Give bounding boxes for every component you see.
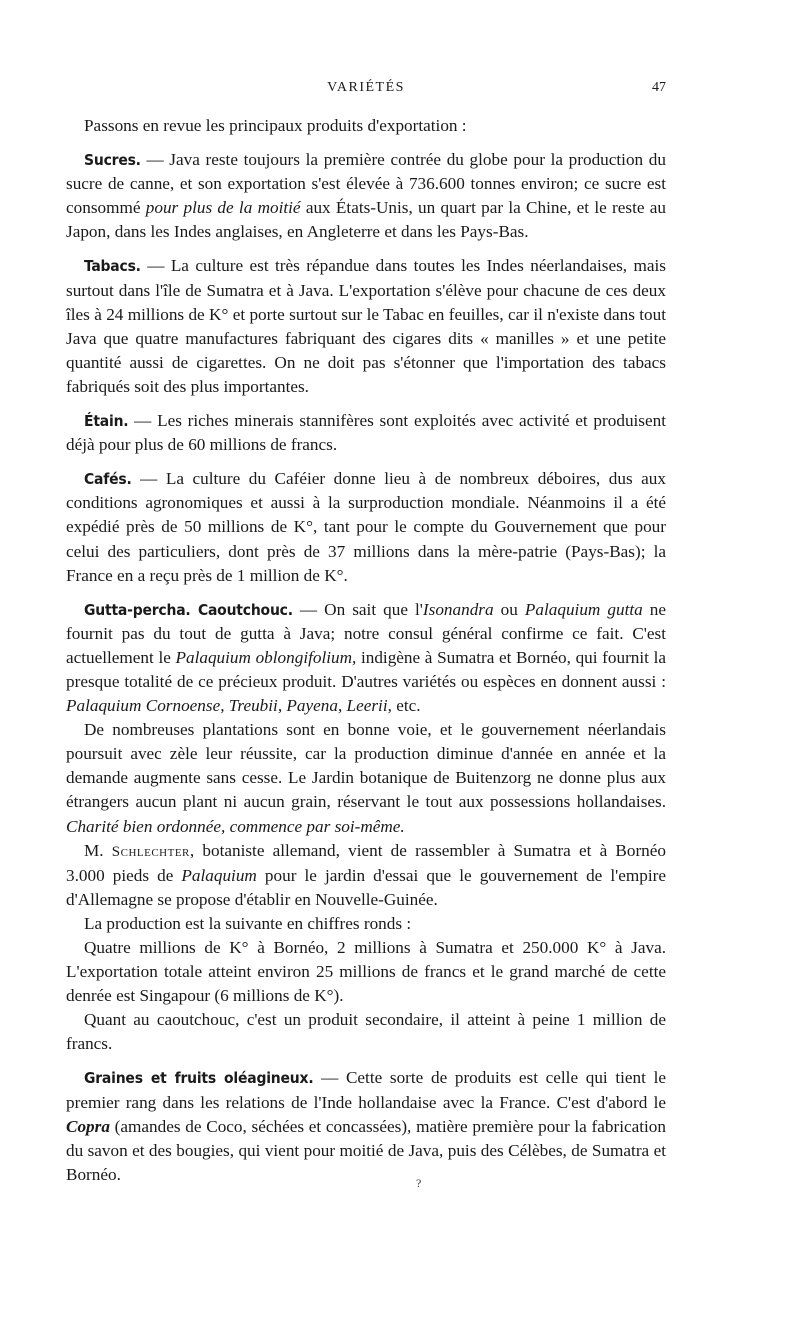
body-text: etc.: [391, 696, 421, 716]
body-text: (amandes de Coco, séchées et concassées), matière première pour la fabrication du savon et des bougies, qui vient pour moitié de Java, puis des Célèbes, de Sumatra et Bornéo.: [66, 1116, 666, 1184]
section-heading: Graines et fruits oléagineux.: [84, 1069, 314, 1088]
page-number: 47: [652, 80, 666, 95]
species-name: Isonandra: [422, 599, 494, 619]
species-name: Palaquium: [181, 865, 257, 885]
gutta-plantations-paragraph: [66, 718, 666, 838]
species-name: Palaquium oblongifolium,: [175, 647, 357, 667]
section-tabacs: [66, 254, 666, 399]
section-heading: Cafés.: [84, 470, 132, 489]
body-text: — La culture est très répandue dans toutes les Indes néerlandaises, mais surtout dans l'île de Sumatra et à Java. L'exportation s'élève pour chacune de ces deux îles à 24 millions de K° et porte surtout sur le Tabac en feuilles, car il n'existe dans tout Java que quatre manufactures fabriquant des cigares dits « manilles » et une petite quantité aussi de cigarettes. On ne doit pas s'étonner que l'importation des tabacs fabriqués soit des plus importantes.: [66, 256, 666, 396]
body-text: aux États-Unis, un quart par la Chine, et le reste au Japon, dans les Indes anglaises, en Angleterre et dans les Pays-Bas.: [66, 198, 666, 242]
footer-mark: ?: [416, 1176, 422, 1190]
species-name: Palaquium gutta: [524, 599, 643, 619]
gutta-figures-paragraph: Quatre millions de K° à Bornéo, 2 millions à Sumatra et 250.000 K° à Java. L'exportation totale atteint environ 25 millions de francs et le grand marché de cette denrée est Singapour (6 millions de K°).: [66, 938, 666, 1006]
body-text: M.: [84, 840, 112, 860]
gutta-schlechter-paragraph: [66, 839, 666, 912]
body-text: , botaniste allemand, vient de rassembler à Sumatra et à Bornéo 3.000 pieds de: [66, 840, 666, 885]
section-sucres: [66, 148, 666, 244]
page-header: [66, 80, 666, 104]
body-text: ne fournit pas du tout de gutta à Java; notre consul général confirme ce fait. C'est actuellement le: [66, 599, 667, 667]
body-text: pour le jardin d'essai que le gouvernement de l'empire d'Allemagne se propose d'établir en Nouvelle-Guinée.: [66, 865, 666, 909]
section-heading: Étain.: [84, 412, 129, 431]
section-heading: Tabacs.: [84, 257, 141, 276]
species-name: Palaquium Cornoense, Treubii, Payena, Leerii,: [66, 696, 392, 716]
body-text: indigène à Sumatra et Bornéo, qui fournit la presque totalité de ce précieux produit. D'autres variétés ou espèces en donnent aussi :: [66, 647, 666, 691]
body-text: — Les riches minerais stannifères sont exploités avec activité et produisent déjà pour plus de 60 millions de francs.: [66, 411, 666, 455]
section-heading: Gutta-percha. Caoutchouc.: [84, 600, 293, 619]
section-heading: Sucres.: [84, 151, 141, 170]
section-etain: [66, 409, 666, 457]
section-cafes: [66, 467, 666, 587]
body-text: — Cette sorte de produits est celle qui tient le premier rang dans les relations de l'Inde hollandaise avec la France. C'est d'abord le: [66, 1068, 667, 1112]
copra-term: Copra: [66, 1116, 110, 1136]
body-text: — Java reste toujours la première contrée du globe pour la production du sucre de canne, et son exportation s'est élevée à 736.600 tonnes environ; ce sucre est consommé: [66, 150, 666, 218]
proverb-text: Charité bien ordonnée, commence par soi-même.: [66, 816, 405, 836]
page-body: [66, 114, 666, 1187]
section-gutta-percha: [66, 598, 666, 718]
body-text: — On sait que l': [292, 599, 423, 619]
gutta-production-paragraph: La production est la suivante en chiffres ronds :: [84, 913, 412, 933]
section-graines: [66, 1066, 666, 1186]
running-title: VARIÉTÉS: [327, 80, 405, 95]
emphasis-text: pour plus de la moitié: [145, 198, 301, 218]
caoutchouc-paragraph: Quant au caoutchouc, c'est un produit secondaire, il atteint à peine 1 million de francs.: [66, 1010, 666, 1054]
body-text: ou: [493, 599, 525, 619]
intro-paragraph: Passons en revue les principaux produits d'exportation :: [84, 116, 467, 135]
body-text: — La culture du Caféier donne lieu à de nombreux déboires, dus aux conditions agronomiques et aussi à la surproduction mondiale. Néanmoins il a été expédié près de 50 millions de K°, tant pour le compte du Gouvernement que pour celui des particuliers, dont près de 37 millions dans la mère-patrie (Pays-Bas); la France en a reçu près de 1 million de K°.: [66, 469, 666, 585]
body-text: De nombreuses plantations sont en bonne voie, et le gouvernement néerlandais poursuit avec zèle leur réussite, car la production diminue d'année en année et la demande augmente sans cesse. Le Jardin botanique de Buitenzorg ne donne plus aux étrangers aucun plant ni aucun grain, réservant le tout aux possessions hollandaises.: [66, 720, 666, 812]
person-name: Schlechter: [111, 843, 190, 860]
